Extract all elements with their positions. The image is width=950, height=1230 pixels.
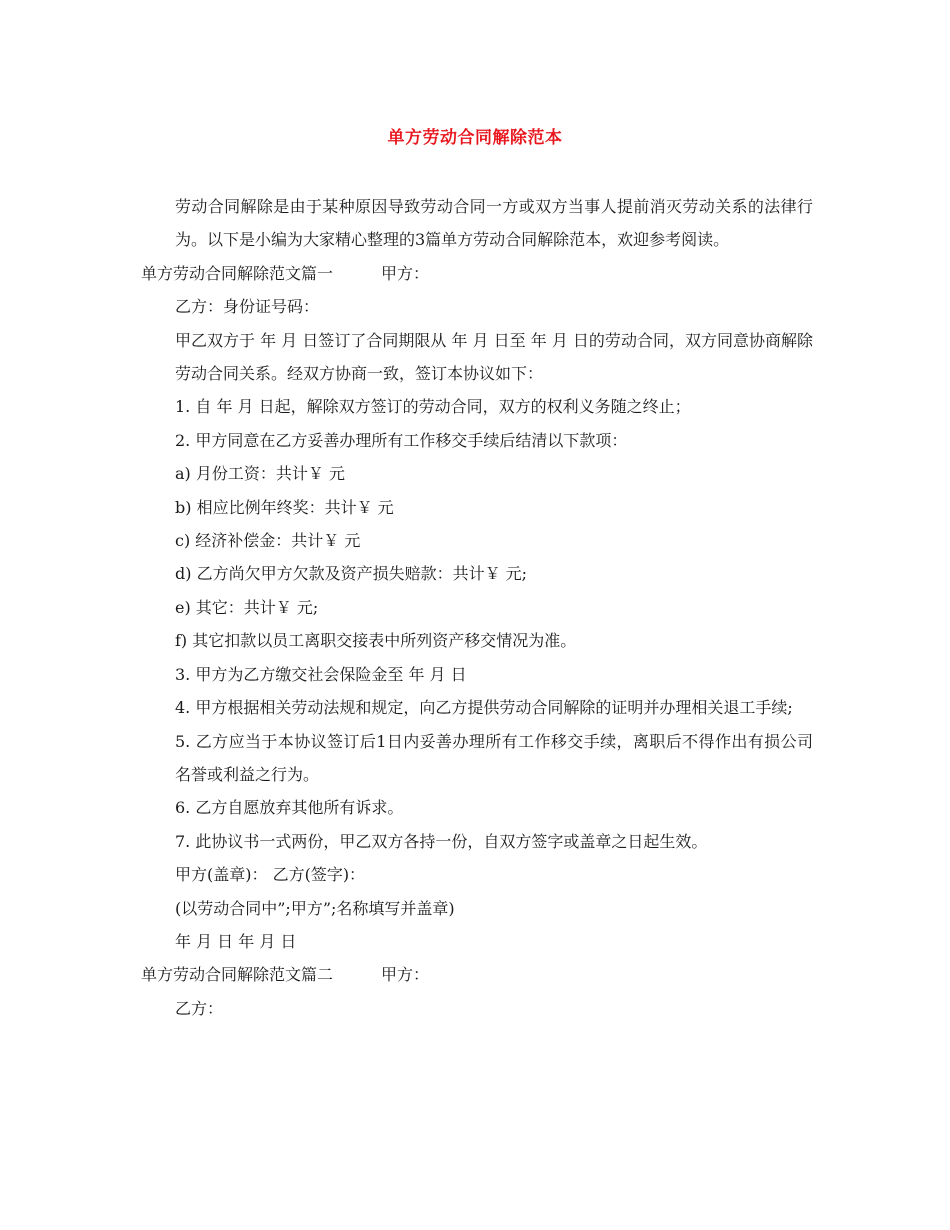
clause-7: 7. 此协议书一式两份，甲乙双方各持一份，自双方签字或盖章之日起生效。 (175, 831, 708, 851)
document-body (141, 190, 813, 1025)
clause-2e: e) 其它：共计￥ 元; (175, 597, 319, 617)
clause-2d: d) 乙方尚欠甲方欠款及资产损失赔款：共计￥ 元; (175, 564, 528, 584)
section-1-heading: 单方劳动合同解除范文篇一 (141, 263, 334, 283)
section-2-party-a: 甲方： (381, 965, 430, 985)
section-2-heading-line (141, 958, 813, 991)
clause-2b: b) 相应比例年终奖：共计￥ 元 (175, 497, 394, 517)
agreement-paragraph: 甲乙双方于 年 月 日签订了合同期限从 年 月 日至 年 月 日的劳动合同，双方同意协商解除劳动合同关系。经双方协商一致，签订本协议如下： (175, 330, 813, 384)
section-1-party-a: 甲方： (381, 263, 430, 283)
clause-2f: f) 其它扣款以员工离职交接表中所列资产移交情况为准。 (175, 631, 577, 651)
clause-6: 6. 乙方自愿放弃其他所有诉求。 (175, 798, 404, 818)
section-2-heading: 单方劳动合同解除范文篇二 (141, 965, 334, 985)
clause-2a: a) 月份工资：共计￥ 元 (175, 464, 345, 484)
intro-paragraph: 劳动合同解除是由于某种原因导致劳动合同一方或双方当事人提前消灭劳动关系的法律行为。以下是小编为大家精心整理的3篇单方劳动合同解除范本，欢迎参考阅读。 (175, 197, 813, 250)
document-title: 单方劳动合同解除范本 (387, 128, 563, 148)
seal-note: (以劳动合同中”;甲方”;名称填写并盖章) (175, 898, 455, 918)
clause-2: 2. 甲方同意在乙方妥善办理所有工作移交手续后结清以下款项： (175, 430, 628, 450)
date-line: 年 月 日 年 月 日 (175, 931, 297, 951)
clause-1: 1. 自 年 月 日起，解除双方签订的劳动合同，双方的权利义务随之终止； (175, 397, 691, 417)
section-2-party-b: 乙方： (175, 998, 224, 1018)
section-1-heading-line (141, 257, 813, 290)
signature-line: 甲方(盖章)： 乙方(签字)： (175, 865, 366, 885)
clause-5: 5. 乙方应当于本协议签订后1日内妥善办理所有工作移交手续，离职后不得作出有损公司名誉或利益之行为。 (175, 731, 813, 784)
section-1-party-b: 乙方：身份证号码： (175, 297, 320, 317)
clause-3: 3. 甲方为乙方缴交社会保险金至 年 月 日 (175, 664, 467, 684)
clause-2c: c) 经济补偿金：共计￥ 元 (175, 531, 361, 551)
clause-4: 4. 甲方根据相关劳动法规和规定，向乙方提供劳动合同解除的证明并办理相关退工手续; (175, 698, 793, 718)
